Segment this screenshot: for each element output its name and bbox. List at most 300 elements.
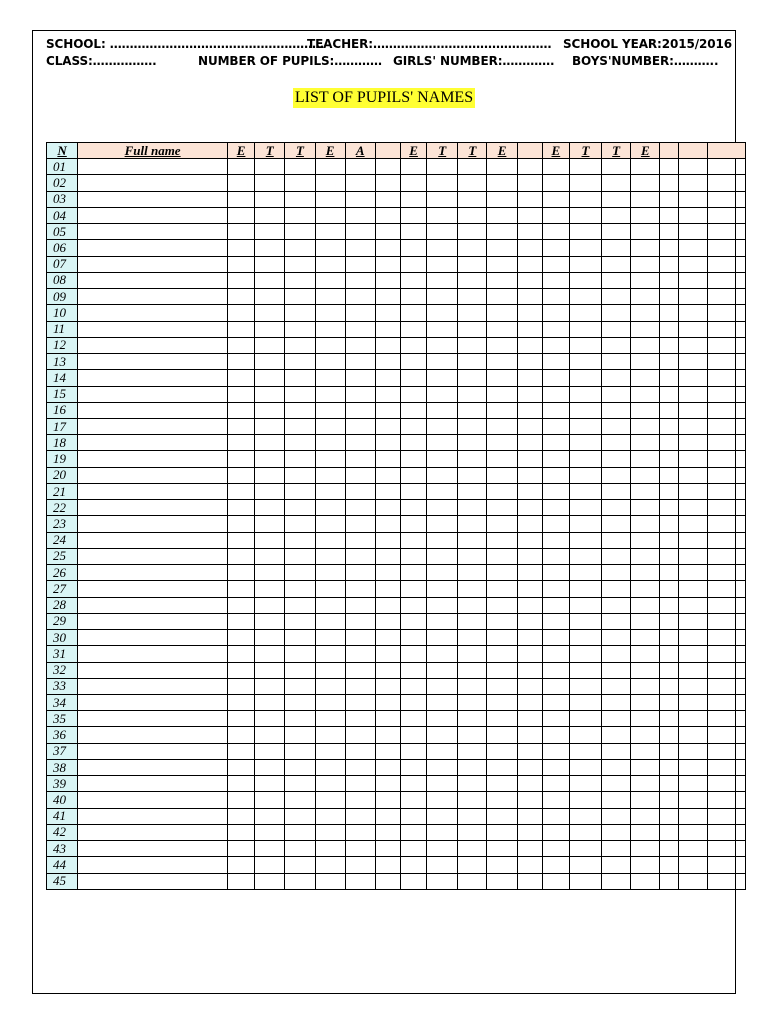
mark-cell (679, 402, 707, 418)
mark-cell (679, 873, 707, 889)
table-row (47, 532, 746, 548)
mark-cell (345, 532, 375, 548)
full-name-cell (78, 500, 228, 516)
mark-cell (542, 808, 569, 824)
mark-cell (285, 240, 315, 256)
mark-cell (400, 272, 426, 288)
mark-cell (542, 224, 569, 240)
mark-cell (345, 662, 375, 678)
mark-cell (285, 678, 315, 694)
mark-cell (569, 873, 601, 889)
mark-cell (345, 565, 375, 581)
mark-cell (255, 646, 285, 662)
mark-cell (427, 256, 458, 272)
mark-cell (255, 792, 285, 808)
mark-cell (707, 272, 745, 288)
mark-cell (631, 613, 660, 629)
mark-cell (285, 207, 315, 223)
table-row (47, 808, 746, 824)
mark-cell (285, 646, 315, 662)
full-name-cell (78, 792, 228, 808)
mark-cell (542, 402, 569, 418)
mark-cell (427, 175, 458, 191)
mark-cell (228, 565, 255, 581)
mark-cell (569, 451, 601, 467)
mark-cell (542, 500, 569, 516)
mark-cell (602, 207, 631, 223)
mark-cell (660, 727, 679, 743)
mark-cell (679, 711, 707, 727)
table-row (47, 402, 746, 418)
mark-cell (542, 305, 569, 321)
mark-cell (660, 321, 679, 337)
table-row (47, 581, 746, 597)
mark-cell (285, 305, 315, 321)
mark-cell (569, 305, 601, 321)
mark-cell (458, 565, 487, 581)
full-name-cell (78, 191, 228, 207)
mark-cell (602, 581, 631, 597)
mark-cell (375, 256, 400, 272)
mark-cell (679, 565, 707, 581)
column-header-mark: T (255, 143, 285, 159)
mark-cell (228, 873, 255, 889)
mark-cell (345, 467, 375, 483)
mark-cell (427, 207, 458, 223)
mark-cell (631, 500, 660, 516)
mark-cell (458, 548, 487, 564)
mark-cell (517, 402, 542, 418)
row-number: 29 (47, 613, 78, 629)
mark-cell (487, 191, 517, 207)
row-number: 33 (47, 678, 78, 694)
mark-cell (255, 841, 285, 857)
mark-cell (228, 711, 255, 727)
mark-cell (660, 662, 679, 678)
mark-cell (285, 272, 315, 288)
mark-cell (427, 565, 458, 581)
full-name-cell (78, 727, 228, 743)
mark-cell (569, 776, 601, 792)
mark-cell (315, 743, 345, 759)
mark-cell (487, 483, 517, 499)
mark-cell (345, 548, 375, 564)
mark-cell (602, 662, 631, 678)
mark-cell (631, 418, 660, 434)
mark-cell (542, 824, 569, 840)
row-number: 13 (47, 354, 78, 370)
mark-cell (542, 240, 569, 256)
mark-cell (569, 435, 601, 451)
full-name-cell (78, 289, 228, 305)
mark-cell (345, 451, 375, 467)
row-number: 38 (47, 759, 78, 775)
mark-cell (315, 532, 345, 548)
mark-cell (679, 483, 707, 499)
mark-cell (602, 678, 631, 694)
row-number: 07 (47, 256, 78, 272)
column-header-mark: E (631, 143, 660, 159)
mark-cell (707, 224, 745, 240)
table-row (47, 370, 746, 386)
mark-cell (679, 516, 707, 532)
mark-cell (315, 224, 345, 240)
row-number: 42 (47, 824, 78, 840)
mark-cell (602, 873, 631, 889)
mark-cell (707, 370, 745, 386)
mark-cell (285, 711, 315, 727)
mark-cell (707, 581, 745, 597)
mark-cell (345, 256, 375, 272)
mark-cell (517, 272, 542, 288)
mark-cell (375, 483, 400, 499)
mark-cell (400, 386, 426, 402)
mark-cell (400, 759, 426, 775)
mark-cell (315, 630, 345, 646)
mark-cell (345, 808, 375, 824)
mark-cell (542, 289, 569, 305)
mark-cell (345, 743, 375, 759)
mark-cell (679, 743, 707, 759)
mark-cell (631, 337, 660, 353)
mark-cell (228, 289, 255, 305)
mark-cell (517, 581, 542, 597)
mark-cell (400, 792, 426, 808)
mark-cell (542, 776, 569, 792)
mark-cell (569, 321, 601, 337)
mark-cell (228, 500, 255, 516)
mark-cell (707, 565, 745, 581)
mark-cell (707, 646, 745, 662)
mark-cell (285, 418, 315, 434)
mark-cell (660, 256, 679, 272)
column-header-mark (375, 143, 400, 159)
mark-cell (375, 435, 400, 451)
mark-cell (255, 337, 285, 353)
mark-cell (542, 532, 569, 548)
mark-cell (542, 613, 569, 629)
full-name-cell (78, 467, 228, 483)
mark-cell (255, 776, 285, 792)
row-number: 12 (47, 337, 78, 353)
mark-cell (707, 240, 745, 256)
mark-cell (517, 678, 542, 694)
mark-cell (458, 646, 487, 662)
mark-cell (255, 370, 285, 386)
mark-cell (285, 483, 315, 499)
mark-cell (285, 662, 315, 678)
mark-cell (285, 792, 315, 808)
table-row (47, 483, 746, 499)
mark-cell (458, 630, 487, 646)
mark-cell (707, 694, 745, 710)
mark-cell (315, 646, 345, 662)
mark-cell (458, 581, 487, 597)
mark-cell (542, 678, 569, 694)
mark-cell (542, 354, 569, 370)
mark-cell (660, 207, 679, 223)
mark-cell (517, 711, 542, 727)
number-of-pupils-field: NUMBER OF PUPILS:………… (198, 54, 382, 68)
mark-cell (375, 759, 400, 775)
mark-cell (707, 630, 745, 646)
column-header-mark: T (602, 143, 631, 159)
mark-cell (458, 727, 487, 743)
table-row (47, 418, 746, 434)
table-row (47, 224, 746, 240)
mark-cell (487, 792, 517, 808)
mark-cell (707, 483, 745, 499)
table-row (47, 678, 746, 694)
table-row (47, 743, 746, 759)
mark-cell (315, 581, 345, 597)
mark-cell (602, 224, 631, 240)
mark-cell (255, 532, 285, 548)
mark-cell (679, 337, 707, 353)
mark-cell (285, 694, 315, 710)
mark-cell (400, 467, 426, 483)
mark-cell (569, 337, 601, 353)
mark-cell (255, 175, 285, 191)
mark-cell (228, 370, 255, 386)
mark-cell (542, 370, 569, 386)
row-number: 41 (47, 808, 78, 824)
mark-cell (660, 418, 679, 434)
mark-cell (487, 321, 517, 337)
mark-cell (679, 759, 707, 775)
mark-cell (228, 581, 255, 597)
mark-cell (602, 824, 631, 840)
mark-cell (315, 500, 345, 516)
mark-cell (255, 451, 285, 467)
mark-cell (631, 435, 660, 451)
mark-cell (660, 272, 679, 288)
full-name-cell (78, 548, 228, 564)
mark-cell (427, 678, 458, 694)
mark-cell (375, 224, 400, 240)
mark-cell (255, 630, 285, 646)
school-field: SCHOOL: ……………………………………………… (46, 37, 324, 51)
mark-cell (517, 370, 542, 386)
mark-cell (345, 581, 375, 597)
mark-cell (458, 272, 487, 288)
mark-cell (375, 581, 400, 597)
mark-cell (569, 516, 601, 532)
full-name-cell (78, 759, 228, 775)
mark-cell (427, 630, 458, 646)
mark-cell (602, 548, 631, 564)
mark-cell (517, 386, 542, 402)
full-name-cell (78, 483, 228, 499)
mark-cell (427, 516, 458, 532)
mark-cell (679, 727, 707, 743)
class-field: CLASS:……………. (46, 54, 157, 68)
mark-cell (400, 256, 426, 272)
mark-cell (679, 451, 707, 467)
mark-cell (400, 727, 426, 743)
mark-cell (707, 727, 745, 743)
mark-cell (487, 516, 517, 532)
mark-cell (345, 776, 375, 792)
mark-cell (660, 451, 679, 467)
mark-cell (602, 191, 631, 207)
mark-cell (707, 743, 745, 759)
mark-cell (517, 191, 542, 207)
mark-cell (255, 565, 285, 581)
mark-cell (458, 597, 487, 613)
mark-cell (400, 613, 426, 629)
mark-cell (345, 711, 375, 727)
row-number: 17 (47, 418, 78, 434)
mark-cell (315, 483, 345, 499)
mark-cell (517, 808, 542, 824)
mark-cell (458, 159, 487, 175)
mark-cell (631, 743, 660, 759)
mark-cell (228, 548, 255, 564)
mark-cell (427, 873, 458, 889)
mark-cell (375, 386, 400, 402)
mark-cell (569, 548, 601, 564)
mark-cell (569, 597, 601, 613)
mark-cell (400, 857, 426, 873)
mark-cell (631, 630, 660, 646)
mark-cell (517, 159, 542, 175)
mark-cell (569, 678, 601, 694)
mark-cell (255, 759, 285, 775)
mark-cell (602, 630, 631, 646)
mark-cell (400, 451, 426, 467)
row-number: 45 (47, 873, 78, 889)
mark-cell (602, 727, 631, 743)
mark-cell (487, 841, 517, 857)
mark-cell (458, 207, 487, 223)
table-row (47, 175, 746, 191)
mark-cell (602, 694, 631, 710)
column-header-mark: T (427, 143, 458, 159)
mark-cell (345, 630, 375, 646)
mark-cell (458, 824, 487, 840)
mark-cell (427, 305, 458, 321)
mark-cell (569, 224, 601, 240)
mark-cell (679, 857, 707, 873)
mark-cell (602, 532, 631, 548)
mark-cell (255, 435, 285, 451)
mark-cell (631, 224, 660, 240)
mark-cell (255, 224, 285, 240)
mark-cell (427, 159, 458, 175)
mark-cell (255, 467, 285, 483)
mark-cell (285, 873, 315, 889)
row-number: 01 (47, 159, 78, 175)
mark-cell (345, 272, 375, 288)
mark-cell (400, 694, 426, 710)
full-name-cell (78, 337, 228, 353)
mark-cell (285, 467, 315, 483)
full-name-cell (78, 662, 228, 678)
mark-cell (427, 321, 458, 337)
mark-cell (427, 597, 458, 613)
mark-cell (569, 662, 601, 678)
mark-cell (660, 289, 679, 305)
mark-cell (228, 191, 255, 207)
table-row (47, 824, 746, 840)
mark-cell (255, 354, 285, 370)
mark-cell (660, 694, 679, 710)
mark-cell (458, 776, 487, 792)
mark-cell (707, 451, 745, 467)
mark-cell (315, 175, 345, 191)
table-row (47, 759, 746, 775)
mark-cell (285, 727, 315, 743)
mark-cell (458, 321, 487, 337)
mark-cell (517, 207, 542, 223)
mark-cell (400, 581, 426, 597)
table-row (47, 354, 746, 370)
mark-cell (375, 597, 400, 613)
mark-cell (631, 824, 660, 840)
mark-cell (228, 824, 255, 840)
mark-cell (400, 646, 426, 662)
mark-cell (679, 467, 707, 483)
mark-cell (631, 516, 660, 532)
mark-cell (487, 873, 517, 889)
mark-cell (517, 289, 542, 305)
column-header-mark: E (487, 143, 517, 159)
mark-cell (427, 711, 458, 727)
mark-cell (427, 451, 458, 467)
mark-cell (660, 370, 679, 386)
mark-cell (375, 418, 400, 434)
mark-cell (517, 776, 542, 792)
mark-cell (315, 321, 345, 337)
mark-cell (487, 451, 517, 467)
mark-cell (228, 694, 255, 710)
mark-cell (255, 727, 285, 743)
mark-cell (285, 159, 315, 175)
mark-cell (345, 483, 375, 499)
mark-cell (569, 565, 601, 581)
mark-cell (427, 435, 458, 451)
mark-cell (660, 711, 679, 727)
mark-cell (375, 159, 400, 175)
mark-cell (517, 175, 542, 191)
mark-cell (345, 289, 375, 305)
mark-cell (602, 370, 631, 386)
mark-cell (569, 483, 601, 499)
mark-cell (487, 224, 517, 240)
mark-cell (228, 467, 255, 483)
mark-cell (631, 289, 660, 305)
mark-cell (315, 841, 345, 857)
mark-cell (542, 272, 569, 288)
mark-cell (569, 207, 601, 223)
mark-cell (487, 694, 517, 710)
mark-cell (569, 711, 601, 727)
column-header-mark (707, 143, 745, 159)
row-number: 21 (47, 483, 78, 499)
mark-cell (345, 435, 375, 451)
table-row (47, 548, 746, 564)
mark-cell (375, 776, 400, 792)
table-row (47, 256, 746, 272)
table-row (47, 662, 746, 678)
mark-cell (285, 808, 315, 824)
mark-cell (602, 418, 631, 434)
mark-cell (458, 289, 487, 305)
mark-cell (660, 841, 679, 857)
mark-cell (542, 386, 569, 402)
mark-cell (228, 808, 255, 824)
